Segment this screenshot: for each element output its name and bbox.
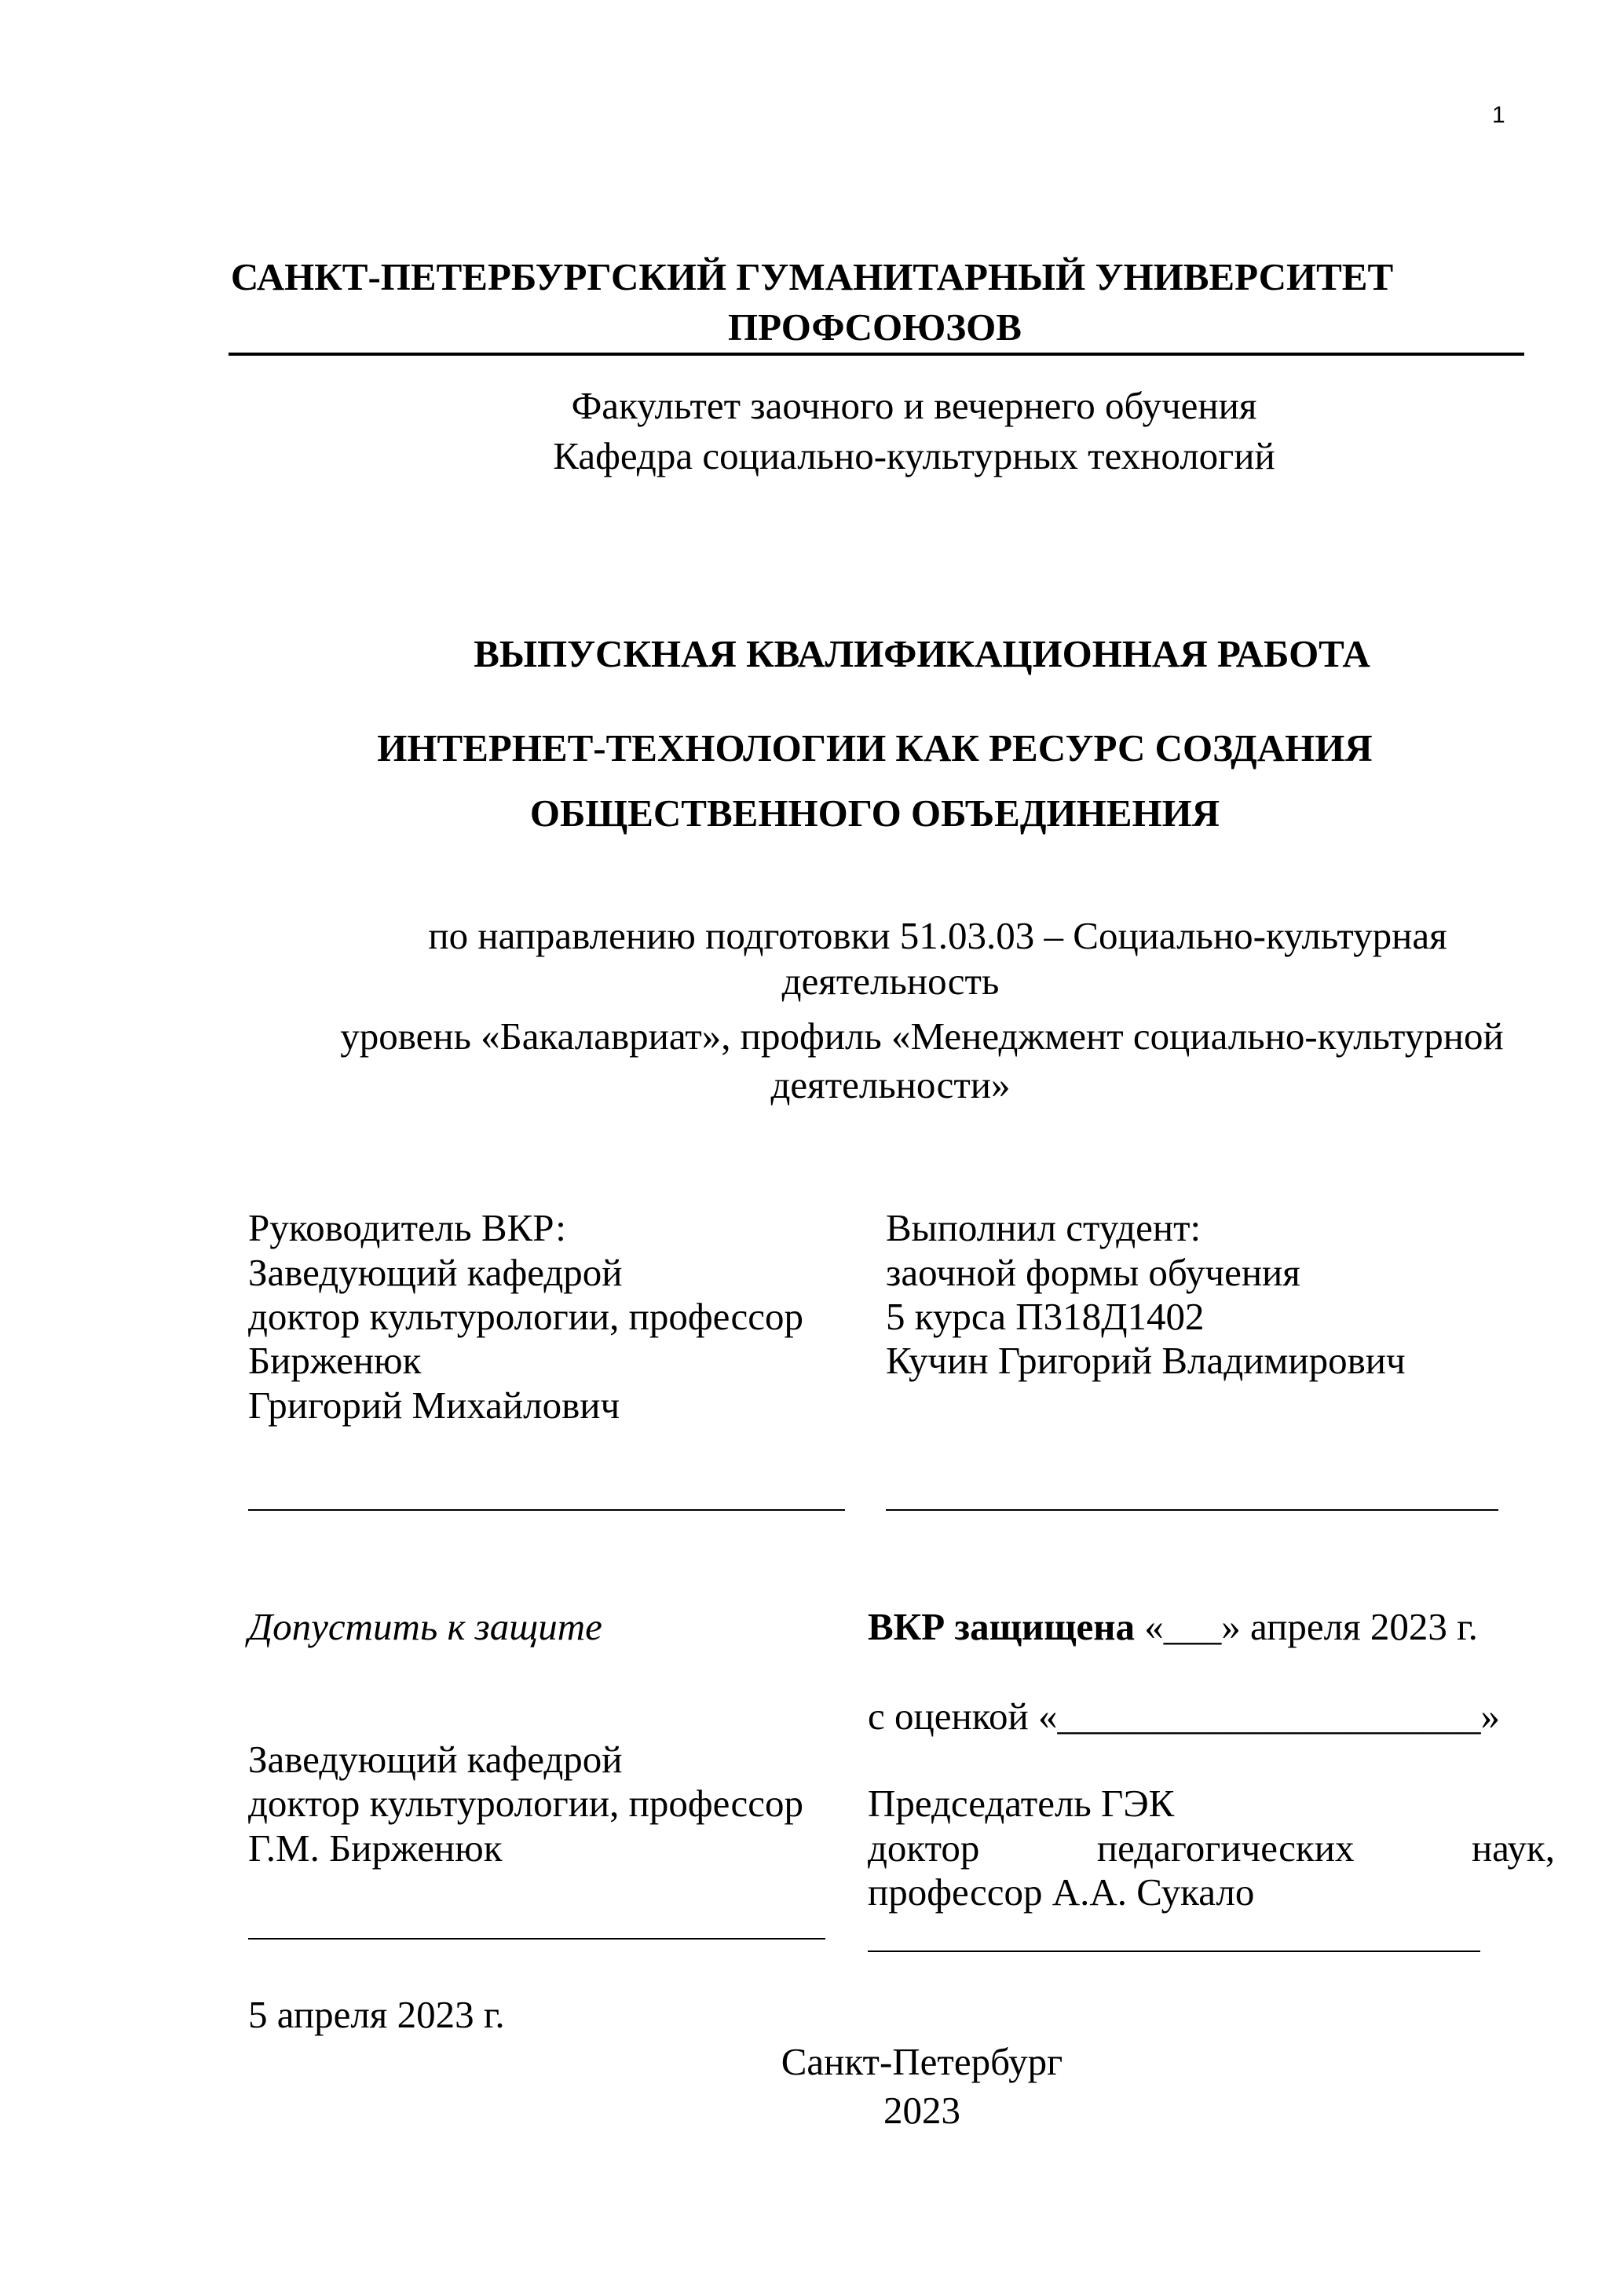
supervisor-label: Руководитель ВКР: xyxy=(248,1206,566,1249)
year: 2023 xyxy=(883,2089,960,2132)
direction-line2: деятельность xyxy=(781,960,1000,1003)
supervisor-position: Заведующий кафедрой xyxy=(248,1251,623,1294)
defended-line xyxy=(868,1605,1478,1649)
head-signature-line xyxy=(248,1938,825,1940)
direction-line1: по направлению подготовки 51.03.03 – Социально-культурная xyxy=(428,914,1447,957)
date: 5 апреля 2023 г. xyxy=(248,1993,505,2036)
defended-bold: ВКР защищена xyxy=(868,1605,1136,1648)
work-type: ВЫПУСКНАЯ КВАЛИФИКАЦИОННАЯ РАБОТА xyxy=(474,632,1370,675)
head-position: Заведующий кафедрой xyxy=(248,1738,623,1781)
header-rule xyxy=(229,353,1524,356)
chairman-label: Председатель ГЭК xyxy=(868,1782,1175,1825)
student-label: Выполнил студент: xyxy=(886,1206,1202,1249)
chairman-degree: доктор педагогических наук, xyxy=(868,1826,1555,1870)
department: Кафедра социально-культурных технологий xyxy=(553,434,1275,477)
admit-label: Допустить к защите xyxy=(248,1605,602,1648)
supervisor-name: Григорий Михайлович xyxy=(248,1384,620,1427)
topic-line2: ОБЩЕСТВЕННОГО ОБЪЕДИНЕНИЯ xyxy=(529,792,1220,835)
student-form: заочной формы обучения xyxy=(886,1251,1300,1294)
supervisor-degree: доктор культурологии, профессор xyxy=(248,1295,804,1338)
student-signature-line xyxy=(886,1509,1498,1511)
city: Санкт-Петербург xyxy=(781,2040,1063,2083)
chairman-signature-line xyxy=(868,1951,1480,1952)
direction-line4: деятельности» xyxy=(770,1063,1011,1106)
faculty: Факультет заочного и вечернего обучения xyxy=(571,384,1257,427)
grade-line: с оценкой «______________________» xyxy=(868,1695,1500,1738)
student-name: Кучин Григорий Владимирович xyxy=(886,1339,1406,1382)
supervisor-signature-line xyxy=(248,1509,845,1511)
topic-line1: ИНТЕРНЕТ-ТЕХНОЛОГИИ КАК РЕСУРС СОЗДАНИЯ xyxy=(377,726,1373,770)
page-number: 1 xyxy=(1492,102,1505,128)
university-line1: САНКТ-ПЕТЕРБУРГСКИЙ ГУМАНИТАРНЫЙ УНИВЕРСИТЕТ xyxy=(230,255,1394,298)
direction-line3: уровень «Бакалавриат», профиль «Менеджмент социально-культурной xyxy=(340,1015,1504,1058)
chairman-name: профессор А.А. Сукало xyxy=(868,1870,1255,1914)
head-degree: доктор культурологии, профессор xyxy=(248,1782,804,1825)
head-name: Г.М. Бирженюк xyxy=(248,1826,503,1870)
defended-date: «___» апреля 2023 г. xyxy=(1135,1605,1478,1648)
student-group: 5 курса П318Д1402 xyxy=(886,1295,1205,1338)
university-line2: ПРОФСОЮЗОВ xyxy=(728,305,1022,349)
supervisor-surname: Бирженюк xyxy=(248,1339,422,1382)
